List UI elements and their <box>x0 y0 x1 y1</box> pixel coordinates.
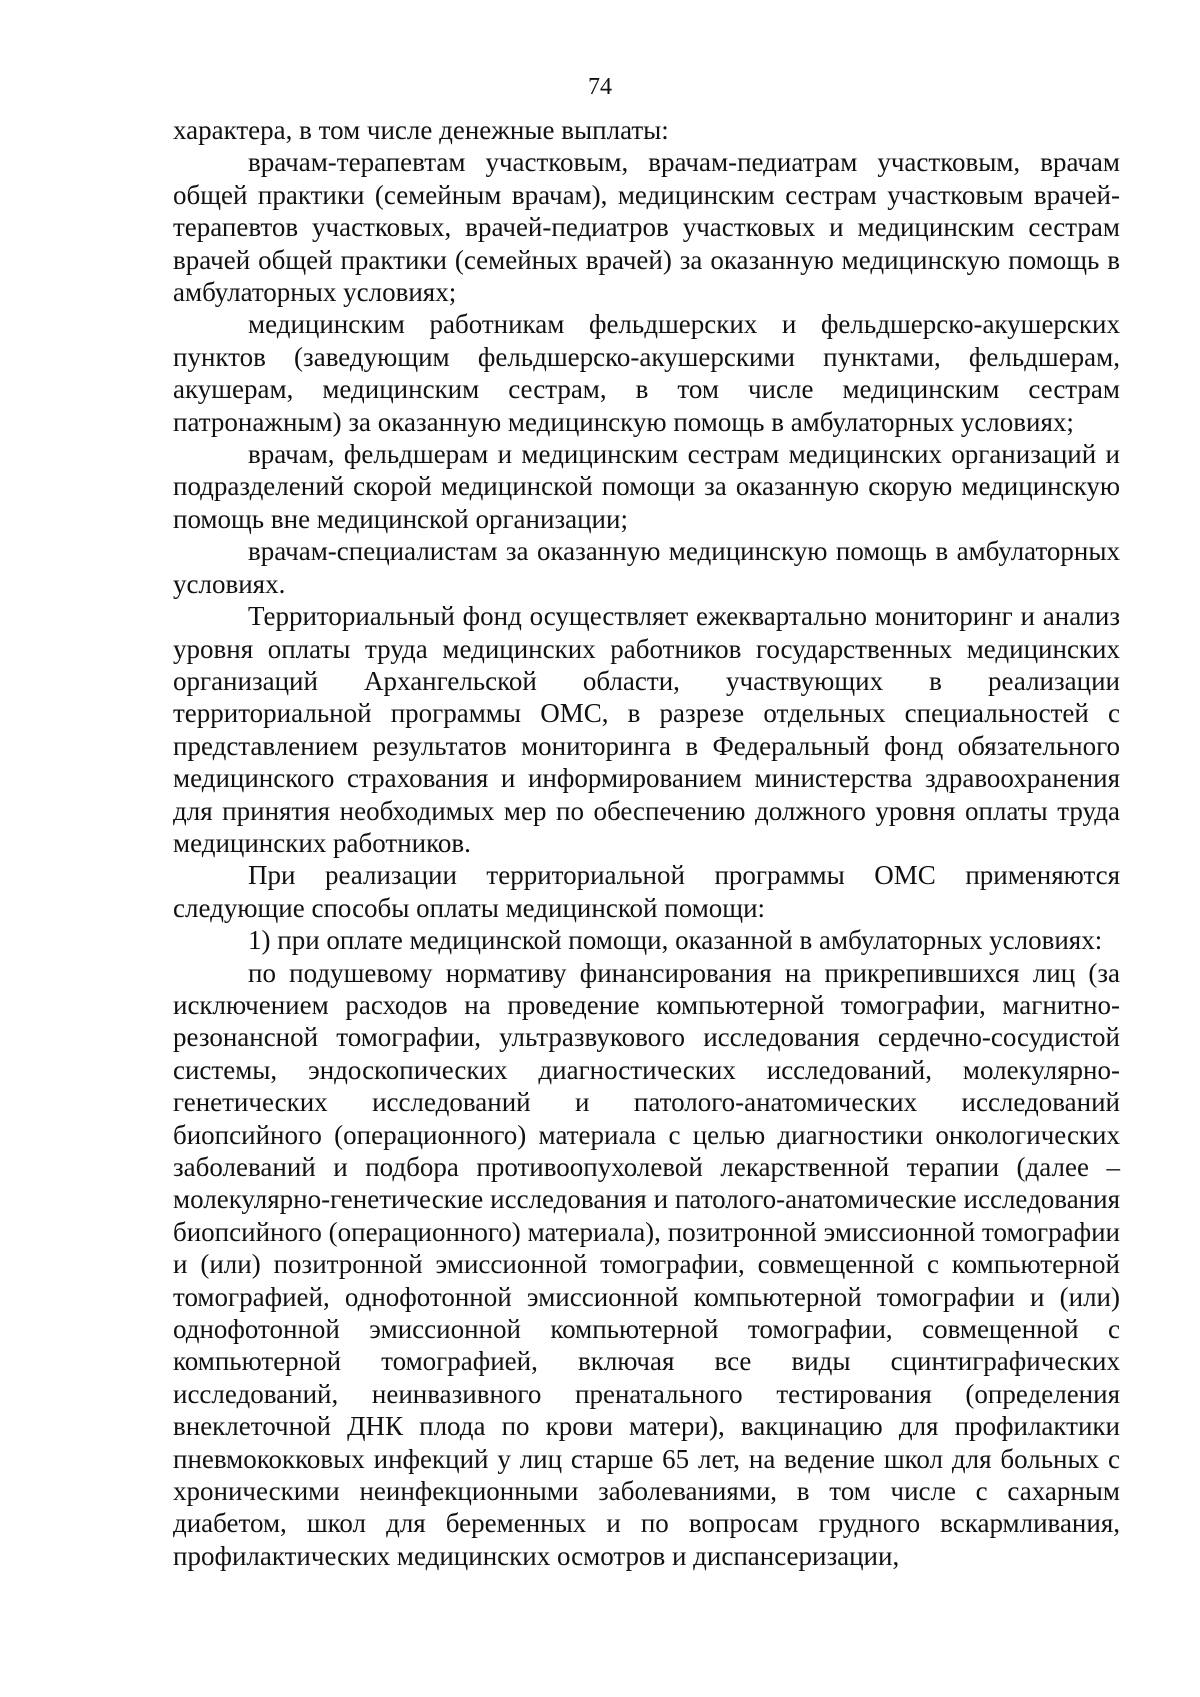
paragraph-specialists-payments: врачам-специалистам за оказанную медицинскую помощь в амбулаторных условиях. <box>173 536 1120 599</box>
paragraph-therapists-payments: врачам-терапевтам участковым, врачам-педиатрам участковым, врачам общей практики (семейным врачам), медицинским сестрам участковым врачей-терапевтов участковых, врачей-педиатров участковых и медицинским сестрам врачей общей практики (семейных врачей) за оказанную медицинскую помощь в амбулаторных условиях; <box>173 147 1120 308</box>
paragraph-continuation: характера, в том числе денежные выплаты: <box>173 115 669 145</box>
body-text <box>173 114 1120 1572</box>
paragraph-per-capita: по подушевому нормативу финансирования на прикрепившихся лиц (за исключением расходов на проведение компьютерной томографии, магнитно-резонансной томографии, ультразвукового исследования сердечно-сосудистой системы, эндоскопических диагностических исследований, молекулярно-генетических исследований и патолого-анатомических исследований биопсийного (операционного) материала с целью диагностики онкологических заболеваний и подбора противоопухолевой лекарственной терапии (далее – молекулярно-генетические исследования и патолого-анатомические исследования биопсийного (операционного) материала), позитронной эмиссионной томографии и (или) позитронной эмиссионной томографии, совмещенной с компьютерной томографией, однофотонной эмиссионной компьютерной томографии и (или) однофотонной эмиссионной компьютерной томографии, совмещенной с компьютерной томографией, включая все виды сцинтиграфических исследований, неинвазивного пренатального тестирования (определения внеклеточной ДНК плода по крови матери), вакцинацию для профилактики пневмококковых инфекций у лиц старше 65 лет, на ведение школ для больных с хроническими неинфекционными заболеваниями, в том числе с сахарным диабетом, школ для беременных и по вопросам грудного вскармливания, профилактических медицинских осмотров и диспансеризации, <box>173 957 1120 1571</box>
paragraph-emergency-payments: врачам, фельдшерам и медицинским сестрам медицинских организаций и подразделений скорой медицинской помощи за оказанную скорую медицинскую помощь вне медицинской организации; <box>173 439 1120 534</box>
page-number: 74 <box>588 74 612 100</box>
paragraph-feldsher-payments: медицинским работникам фельдшерских и фельдшерско-акушерских пунктов (заведующим фельдшерско-акушерскими пунктами, фельдшерам, акушерам, медицинским сестрам, в том числе медицинским сестрам патронажным) за оказанную медицинскую помощь в амбулаторных условиях; <box>173 309 1120 437</box>
paragraph-monitoring: Территориальный фонд осуществляет ежеквартально мониторинг и анализ уровня оплаты труда медицинских работников государственных медицинских организаций Архангельской области, участвующих в реализации территориальной программы ОМС, в разрезе отдельных специальностей с представлением результатов мониторинга в Федеральный фонд обязательного медицинского страхования и информированием министерства здравоохранения для принятия необходимых мер по обеспечению должного уровня оплаты труда медицинских работников. <box>173 601 1120 858</box>
paragraph-item-1: 1) при оплате медицинской помощи, оказанной в амбулаторных условиях: <box>248 925 1103 956</box>
paragraph-payment-methods: При реализации территориальной программы ОМС применяются следующие способы оплаты медицинской помощи: <box>173 860 1120 923</box>
